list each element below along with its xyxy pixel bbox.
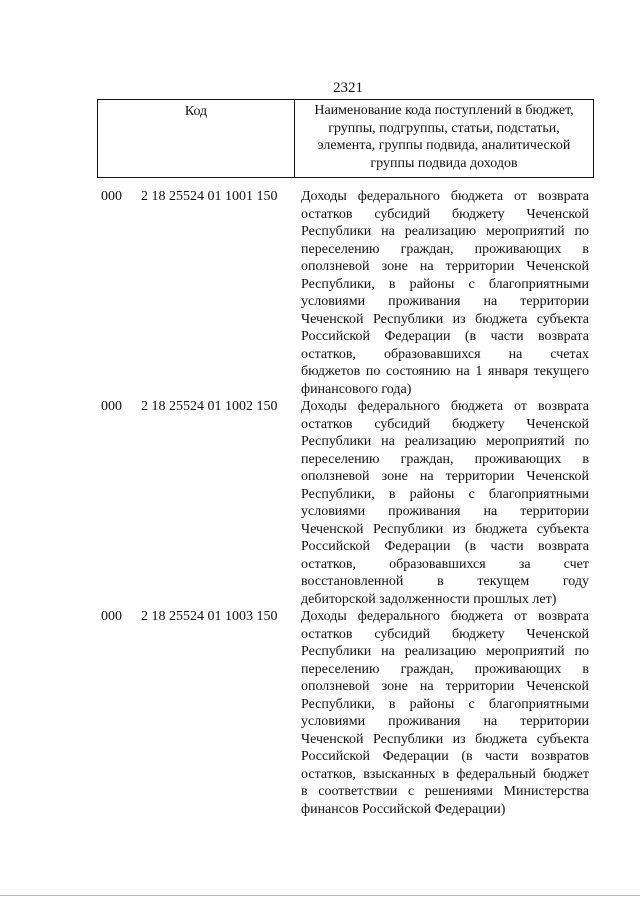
description-line: восстановленной в текущем году: [301, 574, 589, 589]
description-line: переселению граждан, проживающих в: [301, 241, 589, 257]
table-row: [97, 188, 594, 398]
revenue-code-list: [97, 188, 594, 818]
description-line: остатков, взысканных в федеральный бюджет: [301, 766, 589, 782]
description-line: в соответствии с решениями Министерства: [301, 784, 589, 799]
description-line: бюджетов по состоянию на 1 января текущего: [301, 364, 589, 379]
revenue-description: [301, 188, 589, 398]
description-line: дебиторской задолженности прошлых лет): [301, 591, 557, 607]
header-name-line: элемента, группы подвида, аналитической: [317, 138, 571, 153]
description-line: оползневой зоне на территории Чеченской: [301, 469, 589, 484]
description-line: Республики на реализацию мероприятий по: [301, 644, 589, 659]
revenue-code: 2 18 25524 01 1003 150: [141, 609, 278, 624]
description-line: Чеченской Республики из бюджета субъекта: [301, 311, 589, 327]
description-line: остатков, образовавшихся за счет: [301, 556, 589, 572]
description-line: остатков субсидий бюджету Чеченской: [301, 206, 589, 222]
description-line: остатков субсидий бюджету Чеченской: [301, 626, 589, 642]
description-line: остатков, образовавшихся на счетах: [301, 346, 589, 362]
description-line: Доходы федерального бюджета от возврата: [301, 399, 589, 414]
header-code-cell: Код: [98, 100, 295, 178]
admin-code: 000: [101, 189, 122, 204]
header-name-cell: [295, 100, 594, 178]
description-line: Чеченской Республики из бюджета субъекта: [301, 521, 589, 537]
admin-code: 000: [101, 399, 122, 414]
description-line: Российской Федерации (в части возврата: [301, 539, 589, 554]
description-line: условиями проживания на территории: [301, 714, 589, 729]
page-bottom-edge: [0, 895, 640, 896]
description-line: финансового года): [301, 381, 412, 397]
description-line: Доходы федерального бюджета от возврата: [301, 609, 589, 624]
description-line: Чеченской Республики из бюджета субъекта: [301, 731, 589, 747]
table-row: [97, 608, 594, 818]
description-line: финансов Российской Федерации): [301, 801, 506, 817]
revenue-description: [301, 608, 589, 818]
description-line: оползневой зоне на территории Чеченской: [301, 259, 589, 274]
description-line: Республики на реализацию мероприятий по: [301, 224, 589, 239]
description-line: Республики, в районы с благоприятными: [301, 696, 589, 712]
description-line: остатков субсидий бюджету Чеченской: [301, 416, 589, 432]
description-line: переселению граждан, проживающих в: [301, 451, 589, 467]
revenue-code: 2 18 25524 01 1001 150: [141, 189, 278, 204]
revenue-description: [301, 398, 589, 608]
description-line: Доходы федерального бюджета от возврата: [301, 189, 589, 204]
table-header: [97, 99, 594, 178]
description-line: оползневой зоне на территории Чеченской: [301, 679, 589, 694]
description-line: Республики, в районы с благоприятными: [301, 276, 589, 292]
description-line: условиями проживания на территории: [301, 504, 589, 519]
header-name-line: группы, подгруппы, статьи, подстатьи,: [328, 120, 560, 136]
description-line: Республики, в районы с благоприятными: [301, 486, 589, 502]
description-line: условиями проживания на территории: [301, 294, 589, 309]
description-line: Российской Федерации (в части возвратов: [301, 749, 589, 764]
table-row: [97, 398, 594, 608]
revenue-code: 2 18 25524 01 1002 150: [141, 399, 278, 414]
header-name-line: Наименование кода поступлений в бюджет,: [314, 103, 574, 118]
description-line: Российской Федерации (в части возврата: [301, 329, 589, 344]
header-name-line: группы подвида доходов: [370, 155, 518, 171]
page-number: 2321: [333, 80, 363, 96]
description-line: Республики на реализацию мероприятий по: [301, 434, 589, 449]
admin-code: 000: [101, 609, 122, 624]
description-line: переселению граждан, проживающих в: [301, 661, 589, 677]
